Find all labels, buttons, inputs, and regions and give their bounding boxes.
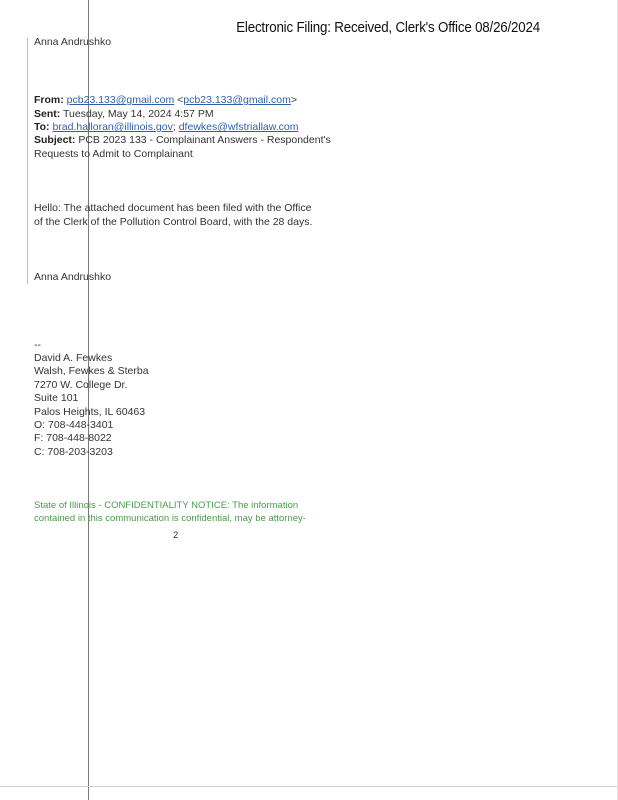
from-email-bracketed-link[interactable]: pcb23.133@gmail.com <box>183 94 291 106</box>
email-from-line <box>34 94 297 108</box>
subject-label: Subject: <box>34 134 76 146</box>
signature-dash: -- <box>34 339 41 351</box>
signature-fax: F: 708-448-8022 <box>34 432 112 444</box>
confidentiality-notice-line-2: contained in this communication is confidential, may be attorney- <box>34 513 306 524</box>
signature-suite: Suite 101 <box>34 392 79 404</box>
signature-firm: Walsh, Fewkes & Sterba <box>34 365 149 377</box>
from-email-link[interactable]: pcb23.133@gmail.com <box>66 94 175 106</box>
subject-value-line1: PCB 2023 133 - Complainant Answers - Respondent's <box>78 134 331 146</box>
signature-name: David A. Fewkes <box>34 352 113 364</box>
signature-office-phone: O: 708-448-3401 <box>34 419 114 431</box>
sender-name-header: Anna Andrushko <box>34 36 112 48</box>
signoff-name: Anna Andrushko <box>34 271 112 283</box>
body-line-2: of the Clerk of the Pollution Control Board, with the 28 days. <box>34 216 313 228</box>
from-label: From: <box>34 94 64 106</box>
email-to-line <box>34 121 299 135</box>
to-separator: ; <box>172 121 176 133</box>
confidentiality-notice-line-1: State of Illinois - CONFIDENTIALITY NOTICE: The information <box>34 500 299 511</box>
signature-street: 7270 W. College Dr. <box>34 379 128 391</box>
sent-value: Tuesday, May 14, 2024 4:57 PM <box>62 108 214 120</box>
to-email-link-2[interactable]: dfewkes@wfstriallaw.com <box>178 121 299 133</box>
filing-stamp: Electronic Filing: Received, Clerk's Office 08/26/2024 <box>236 20 540 36</box>
scan-artifact-horizontal-line <box>0 786 618 787</box>
email-subject-line <box>34 134 331 148</box>
scan-artifact-margin-line <box>27 38 28 284</box>
body-line-1: Hello: The attached document has been filed with the Office <box>34 202 312 214</box>
from-email-bracketed: <pcb23.133@gmail.com> <box>177 94 297 106</box>
to-email-link-1[interactable]: brad.halloran@illinois.gov <box>52 121 173 133</box>
signature-city: Palos Heights, IL 60463 <box>34 406 146 418</box>
page-number: 2 <box>173 530 179 541</box>
email-sent-line <box>34 108 214 122</box>
to-label: To: <box>34 121 50 133</box>
sent-label: Sent: <box>34 108 61 120</box>
subject-value-line2: Requests to Admit to Complainant <box>34 148 193 160</box>
signature-cell-phone: C: 708-203-3203 <box>34 446 113 458</box>
